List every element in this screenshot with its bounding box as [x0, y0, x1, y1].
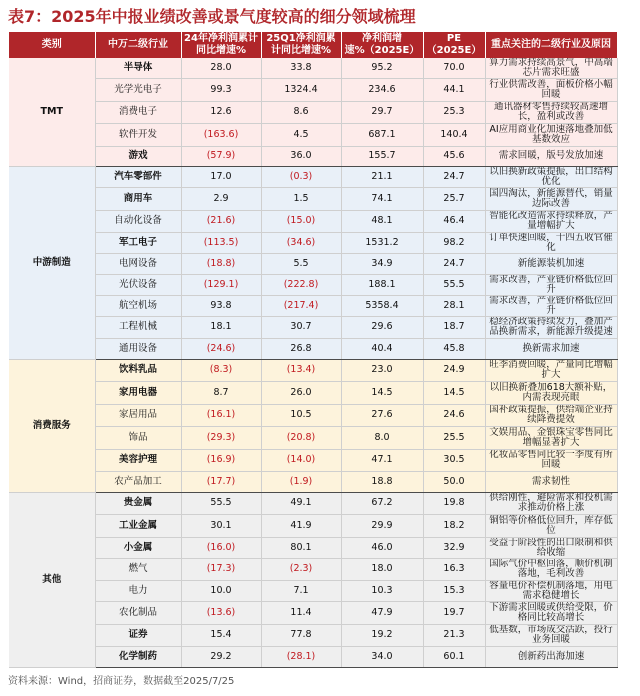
table-body — [9, 58, 617, 667]
value-a: 8.7 — [181, 382, 261, 405]
value-c: 19.2 — [341, 624, 423, 647]
value-c: 687.1 — [341, 124, 423, 147]
value-b: 80.1 — [261, 537, 341, 558]
industry-name: 商用车 — [95, 188, 181, 211]
reason-note: 需求改善，产业链价格低位回升 — [485, 274, 617, 295]
value-b: 4.5 — [261, 124, 341, 147]
value-pe: 70.0 — [423, 58, 485, 79]
reason-note: 以旧换新叠加618大额补贴，内需表现亮眼 — [485, 382, 617, 405]
value-c: 29.9 — [341, 515, 423, 538]
value-pe: 55.5 — [423, 274, 485, 295]
header-category: 类别 — [9, 32, 95, 58]
value-pe: 19.7 — [423, 602, 485, 625]
value-a: (57.9) — [181, 146, 261, 167]
value-c: 27.6 — [341, 404, 423, 427]
reason-note: 文娱用品、金银珠宝零售同比增幅显著扩大 — [485, 427, 617, 450]
table-row — [9, 602, 617, 625]
table-row — [9, 316, 617, 339]
value-a: (16.1) — [181, 404, 261, 427]
reason-note: 通讯器材零售持续较高速增长，盈利或改善 — [485, 101, 617, 124]
value-a: (18.8) — [181, 254, 261, 275]
value-b: (14.0) — [261, 449, 341, 472]
value-c: 18.0 — [341, 558, 423, 581]
reason-note: 智能化改造需求持续释放，产量增幅扩大 — [485, 210, 617, 233]
value-c: 8.0 — [341, 427, 423, 450]
value-b: 10.5 — [261, 404, 341, 427]
industry-name: 电网设备 — [95, 254, 181, 275]
industry-name: 游戏 — [95, 146, 181, 167]
reason-note: 新能源装机加速 — [485, 254, 617, 275]
value-a: (163.6) — [181, 124, 261, 147]
industry-name: 汽车零部件 — [95, 167, 181, 188]
industry-name: 工程机械 — [95, 316, 181, 339]
header-2025e-growth: 净利润增速%（2025E） — [341, 32, 423, 58]
value-c: 188.1 — [341, 274, 423, 295]
table-row — [9, 492, 617, 515]
table-row — [9, 167, 617, 188]
value-b: 5.5 — [261, 254, 341, 275]
table-row — [9, 188, 617, 211]
value-pe: 18.7 — [423, 316, 485, 339]
reason-note: 受益于阶段性的出口限制和供给收缩 — [485, 537, 617, 558]
value-a: 30.1 — [181, 515, 261, 538]
value-a: 2.9 — [181, 188, 261, 211]
value-c: 10.3 — [341, 581, 423, 602]
industry-name: 农化制品 — [95, 602, 181, 625]
value-b: 11.4 — [261, 602, 341, 625]
value-c: 34.0 — [341, 647, 423, 668]
industry-name: 燃气 — [95, 558, 181, 581]
table-row — [9, 558, 617, 581]
value-b: 30.7 — [261, 316, 341, 339]
value-c: 14.5 — [341, 382, 423, 405]
value-b: (15.0) — [261, 210, 341, 233]
value-b: 1324.4 — [261, 79, 341, 102]
value-pe: 140.4 — [423, 124, 485, 147]
reason-note: 需求回暖，版号发放加速 — [485, 146, 617, 167]
value-a: 17.0 — [181, 167, 261, 188]
value-b: 26.0 — [261, 382, 341, 405]
value-c: 29.7 — [341, 101, 423, 124]
table-row — [9, 537, 617, 558]
value-pe: 14.5 — [423, 382, 485, 405]
value-b: 7.1 — [261, 581, 341, 602]
value-a: 93.8 — [181, 295, 261, 316]
value-pe: 24.9 — [423, 359, 485, 382]
value-b: 8.6 — [261, 101, 341, 124]
table-row — [9, 146, 617, 167]
value-pe: 60.1 — [423, 647, 485, 668]
value-b: (20.8) — [261, 427, 341, 450]
header-25q1-growth: 25Q1净利润累计同比增速% — [261, 32, 341, 58]
reason-note: 低基数，市场成交活跃，投行业务回暖 — [485, 624, 617, 647]
value-a: 10.0 — [181, 581, 261, 602]
value-pe: 44.1 — [423, 79, 485, 102]
value-a: 28.0 — [181, 58, 261, 79]
table-row — [9, 101, 617, 124]
table-row — [9, 581, 617, 602]
value-b: (13.4) — [261, 359, 341, 382]
value-b: 1.5 — [261, 188, 341, 211]
table-row — [9, 210, 617, 233]
industry-name: 饮料乳品 — [95, 359, 181, 382]
value-c: 155.7 — [341, 146, 423, 167]
value-a: (16.9) — [181, 449, 261, 472]
value-a: (17.3) — [181, 558, 261, 581]
reason-note: 需求韧性 — [485, 472, 617, 493]
industry-name: 贵金属 — [95, 492, 181, 515]
value-b: 26.8 — [261, 339, 341, 360]
industry-name: 半导体 — [95, 58, 181, 79]
reason-note: 换新需求加速 — [485, 339, 617, 360]
value-a: (16.0) — [181, 537, 261, 558]
table-row — [9, 58, 617, 79]
value-a: 12.6 — [181, 101, 261, 124]
reason-note: 需求改善，产业链价格低位回升 — [485, 295, 617, 316]
industry-name: 化学制药 — [95, 647, 181, 668]
value-b: (34.6) — [261, 233, 341, 254]
reason-note: 铜铝等价格低位回升，库存低位 — [485, 515, 617, 538]
value-c: 48.1 — [341, 210, 423, 233]
reason-note: 订单快速回暖，十四五收官催化 — [485, 233, 617, 254]
value-a: (21.6) — [181, 210, 261, 233]
value-b: 36.0 — [261, 146, 341, 167]
industry-table — [9, 32, 618, 668]
value-c: 18.8 — [341, 472, 423, 493]
value-pe: 25.7 — [423, 188, 485, 211]
category-cell: 消费服务 — [9, 359, 95, 492]
value-c: 5358.4 — [341, 295, 423, 316]
industry-name: 证券 — [95, 624, 181, 647]
table-row — [9, 404, 617, 427]
reason-note: 旺季消费回暖，产量同比增幅扩大 — [485, 359, 617, 382]
value-pe: 24.7 — [423, 167, 485, 188]
value-c: 95.2 — [341, 58, 423, 79]
industry-name: 航空机场 — [95, 295, 181, 316]
industry-name: 美容护理 — [95, 449, 181, 472]
reason-note: 国补政策提振，供给端企业持续降费提效 — [485, 404, 617, 427]
value-b: (2.3) — [261, 558, 341, 581]
value-c: 74.1 — [341, 188, 423, 211]
value-a: (8.3) — [181, 359, 261, 382]
industry-name: 家居用品 — [95, 404, 181, 427]
value-pe: 45.6 — [423, 146, 485, 167]
value-pe: 16.3 — [423, 558, 485, 581]
table-row — [9, 624, 617, 647]
value-b: (0.3) — [261, 167, 341, 188]
industry-name: 自动化设备 — [95, 210, 181, 233]
header-pe: PE（2025E） — [423, 32, 485, 58]
industry-name: 软件开发 — [95, 124, 181, 147]
value-c: 40.4 — [341, 339, 423, 360]
header-reason: 重点关注的二级行业及原因 — [485, 32, 617, 58]
reason-note: AI应用商业化加速落地叠加低基数效应 — [485, 124, 617, 147]
value-a: (24.6) — [181, 339, 261, 360]
table-row — [9, 472, 617, 493]
reason-note: 算力需求持续高景气，中高端芯片需求旺盛 — [485, 58, 617, 79]
category-cell: 中游制造 — [9, 167, 95, 360]
industry-name: 消费电子 — [95, 101, 181, 124]
table-row — [9, 449, 617, 472]
value-pe: 98.2 — [423, 233, 485, 254]
reason-note: 下游需求回暖或供给受限，价格同比较高增长 — [485, 602, 617, 625]
value-b: 77.8 — [261, 624, 341, 647]
table-row — [9, 382, 617, 405]
value-pe: 25.5 — [423, 427, 485, 450]
table-row — [9, 427, 617, 450]
value-a: 18.1 — [181, 316, 261, 339]
table-title: 表7：2025年中报业绩改善或景气度较高的细分领域梳理 — [8, 7, 416, 26]
value-b: (222.8) — [261, 274, 341, 295]
header-industry: 中万二级行业 — [95, 32, 181, 58]
industry-name: 饰品 — [95, 427, 181, 450]
table-row — [9, 515, 617, 538]
table-row — [9, 359, 617, 382]
value-a: 55.5 — [181, 492, 261, 515]
value-pe: 18.2 — [423, 515, 485, 538]
value-c: 34.9 — [341, 254, 423, 275]
category-cell: TMT — [9, 58, 95, 167]
reason-note: 容量电价补偿机制落地，用电需求稳健增长 — [485, 581, 617, 602]
industry-name: 光伏设备 — [95, 274, 181, 295]
value-pe: 45.8 — [423, 339, 485, 360]
table-row — [9, 339, 617, 360]
value-pe: 24.7 — [423, 254, 485, 275]
table-row — [9, 254, 617, 275]
table-row — [9, 274, 617, 295]
table-row — [9, 79, 617, 102]
value-a: (29.3) — [181, 427, 261, 450]
value-a: (129.1) — [181, 274, 261, 295]
value-a: 29.2 — [181, 647, 261, 668]
value-c: 47.1 — [341, 449, 423, 472]
table-row — [9, 233, 617, 254]
table-row — [9, 647, 617, 668]
reason-note: 供给刚性，避险需求和投机需求推动价格上涨 — [485, 492, 617, 515]
value-c: 47.9 — [341, 602, 423, 625]
value-c: 23.0 — [341, 359, 423, 382]
value-pe: 32.9 — [423, 537, 485, 558]
industry-name: 光学光电子 — [95, 79, 181, 102]
value-pe: 28.1 — [423, 295, 485, 316]
value-a: 15.4 — [181, 624, 261, 647]
source-note: 资料来源：Wind，招商证券，数据截至2025/7/25 — [8, 676, 235, 687]
value-c: 1531.2 — [341, 233, 423, 254]
industry-name: 家用电器 — [95, 382, 181, 405]
value-pe: 30.5 — [423, 449, 485, 472]
industry-name: 通用设备 — [95, 339, 181, 360]
reason-note: 国四淘汰，新能源替代，销量边际改善 — [485, 188, 617, 211]
value-pe: 21.3 — [423, 624, 485, 647]
value-c: 29.6 — [341, 316, 423, 339]
value-pe: 15.3 — [423, 581, 485, 602]
reason-note: 稳经济政策持续发力，叠加产品换新需求，新能源升级提速 — [485, 316, 617, 339]
category-cell: 其他 — [9, 492, 95, 667]
value-c: 234.6 — [341, 79, 423, 102]
value-a: (13.6) — [181, 602, 261, 625]
reason-note: 国际气价中枢回落，顺价机制落地，毛利改善 — [485, 558, 617, 581]
value-a: (17.7) — [181, 472, 261, 493]
industry-name: 农产品加工 — [95, 472, 181, 493]
value-c: 21.1 — [341, 167, 423, 188]
header-row — [9, 32, 617, 58]
value-c: 67.2 — [341, 492, 423, 515]
value-a: 99.3 — [181, 79, 261, 102]
table-row — [9, 295, 617, 316]
value-c: 46.0 — [341, 537, 423, 558]
value-pe: 46.4 — [423, 210, 485, 233]
industry-name: 电力 — [95, 581, 181, 602]
header-2024-growth: 24年净利润累计同比增速% — [181, 32, 261, 58]
value-b: 49.1 — [261, 492, 341, 515]
reason-note: 化妆品零售同比较一季度有所回暖 — [485, 449, 617, 472]
value-b: 33.8 — [261, 58, 341, 79]
value-b: (217.4) — [261, 295, 341, 316]
value-pe: 25.3 — [423, 101, 485, 124]
reason-note: 以旧换新政策提振，出口结构优化 — [485, 167, 617, 188]
value-pe: 24.6 — [423, 404, 485, 427]
table-row — [9, 124, 617, 147]
value-a: (113.5) — [181, 233, 261, 254]
value-b: (1.9) — [261, 472, 341, 493]
value-b: 41.9 — [261, 515, 341, 538]
reason-note: 行业供需改善，面板价格小幅回暖 — [485, 79, 617, 102]
reason-note: 创新药出海加速 — [485, 647, 617, 668]
industry-name: 工业金属 — [95, 515, 181, 538]
value-pe: 19.8 — [423, 492, 485, 515]
industry-name: 小金属 — [95, 537, 181, 558]
industry-name: 军工电子 — [95, 233, 181, 254]
value-b: (28.1) — [261, 647, 341, 668]
value-pe: 50.0 — [423, 472, 485, 493]
